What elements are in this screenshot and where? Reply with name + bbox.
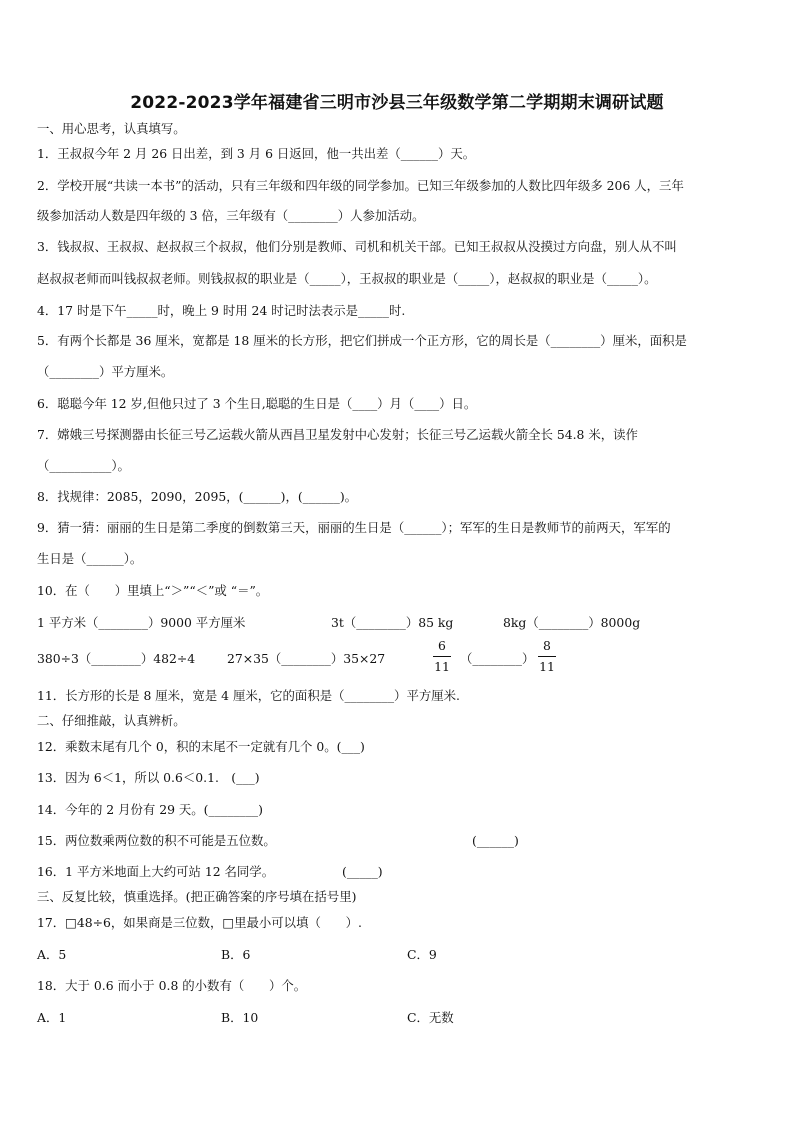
question-6: 6．聪聪今年 12 岁,但他只过了 3 个生日,聪聪的生日是（____）月（____）日。 [37, 396, 477, 411]
compare-blank: （________） [460, 651, 535, 666]
question-16-blank: (_____) [342, 864, 383, 879]
question-9-line-2: 生日是（______）。 [37, 551, 143, 566]
question-12: 12．乘数末尾有几个 0，积的末尾不一定就有几个 0。(___) [37, 739, 365, 754]
section-heading-1: 一、用心思考，认真填写。 [37, 121, 186, 136]
compare-item-division: 380÷3（________）482÷4 [37, 651, 196, 666]
question-2-line-2: 级参加活动人数是四年级的 3 倍，三年级有（________）人参加活动。 [37, 208, 425, 223]
question-15-blank: (______) [472, 833, 519, 848]
question-17-option-a: A．5 [37, 947, 67, 962]
fraction-bar [433, 656, 451, 657]
question-7-line-2: （__________）。 [37, 458, 130, 473]
section-heading-3: 三、反复比较，慎重选择。(把正确答案的序号填在括号里) [37, 889, 357, 904]
compare-item-area: 1 平方米（________）9000 平方厘米 [37, 615, 246, 630]
question-3-line-1: 3．钱叔叔、王叔叔、赵叔叔三个叔叔，他们分别是教师、司机和机关干部。已知王叔叔从没摸过方向盘，别人从不叫 [37, 239, 677, 254]
section-heading-2: 二、仔细推敲，认真辨析。 [37, 713, 186, 728]
fraction-bar [538, 656, 556, 657]
question-2-line-1: 2．学校开展“共读一本书”的活动，只有三年级和四年级的同学参加。已知三年级参加的人数比四年级多 206 人，三年 [37, 178, 684, 193]
question-16: 16．1 平方米地面上大约可站 12 名同学。 [37, 864, 275, 879]
question-4: 4．17 时是下午_____时，晚上 9 时用 24 时记时法表示是_____时. [37, 303, 406, 318]
question-7-line-1: 7．嫦娥三号探测器由长征三号乙运载火箭从西昌卫星发射中心发射；长征三号乙运载火箭全长 54.8 米，读作 [37, 427, 638, 442]
compare-item-mass-t-kg: 3t（________）85 kg [331, 615, 454, 630]
compare-item-mass-kg-g: 8kg（________）8000g [503, 615, 641, 630]
question-17-option-b: B．6 [221, 947, 251, 962]
question-18-option-a: A．1 [37, 1010, 67, 1025]
fraction-denominator: 11 [539, 659, 555, 674]
fraction-numerator: 8 [543, 638, 551, 653]
question-18-option-c: C．无数 [407, 1010, 454, 1025]
question-3-line-2: 赵叔叔老师而叫钱叔叔老师。则钱叔叔的职业是（_____），王叔叔的职业是（_____），赵叔叔的职业是（_____）。 [37, 271, 657, 286]
question-15: 15．两位数乘两位数的积不可能是五位数。 [37, 833, 276, 848]
question-5-line-1: 5．有两个长都是 36 厘米，宽都是 18 厘米的长方形，把它们拼成一个正方形，它的周长是（________）厘米，面积是 [37, 333, 687, 348]
fraction-numerator: 6 [438, 638, 446, 653]
fraction-six-elevenths [432, 638, 452, 675]
question-17: 17．□48÷6，如果商是三位数，□里最小可以填（ ）. [37, 915, 362, 930]
page-title: 2022-2023学年福建省三明市沙县三年级数学第二学期期末调研试题 [130, 93, 664, 113]
question-18: 18．大于 0.6 而小于 0.8 的小数有（ ）个。 [37, 978, 307, 993]
question-10: 10．在（ ）里填上“＞”“＜”或 “＝”。 [37, 583, 269, 598]
question-9-line-1: 9．猜一猜：丽丽的生日是第二季度的倒数第三天，丽丽的生日是（______）；军军的生日是教师节的前两天，军军的 [37, 520, 671, 535]
question-5-line-2: （________）平方厘米。 [37, 364, 174, 379]
question-13: 13．因为 6＜1，所以 0.6＜0.1. (___) [37, 770, 260, 785]
question-8: 8．找规律：2085，2090，2095，(______)，(______)。 [37, 489, 358, 504]
question-18-option-b: B．10 [221, 1010, 259, 1025]
question-11: 11．长方形的长是 8 厘米，宽是 4 厘米，它的面积是（________）平方厘米. [37, 688, 460, 703]
fraction-denominator: 11 [434, 659, 450, 674]
question-1: 1．王叔叔今年 2 月 26 日出差，到 3 月 6 日返回，他一共出差（______）天。 [37, 146, 476, 161]
compare-item-multiplication: 27×35（________）35×27 [227, 651, 386, 666]
fraction-eight-elevenths [537, 638, 557, 675]
question-14: 14．今年的 2 月份有 29 天。(________) [37, 802, 263, 817]
question-17-option-c: C．9 [407, 947, 437, 962]
